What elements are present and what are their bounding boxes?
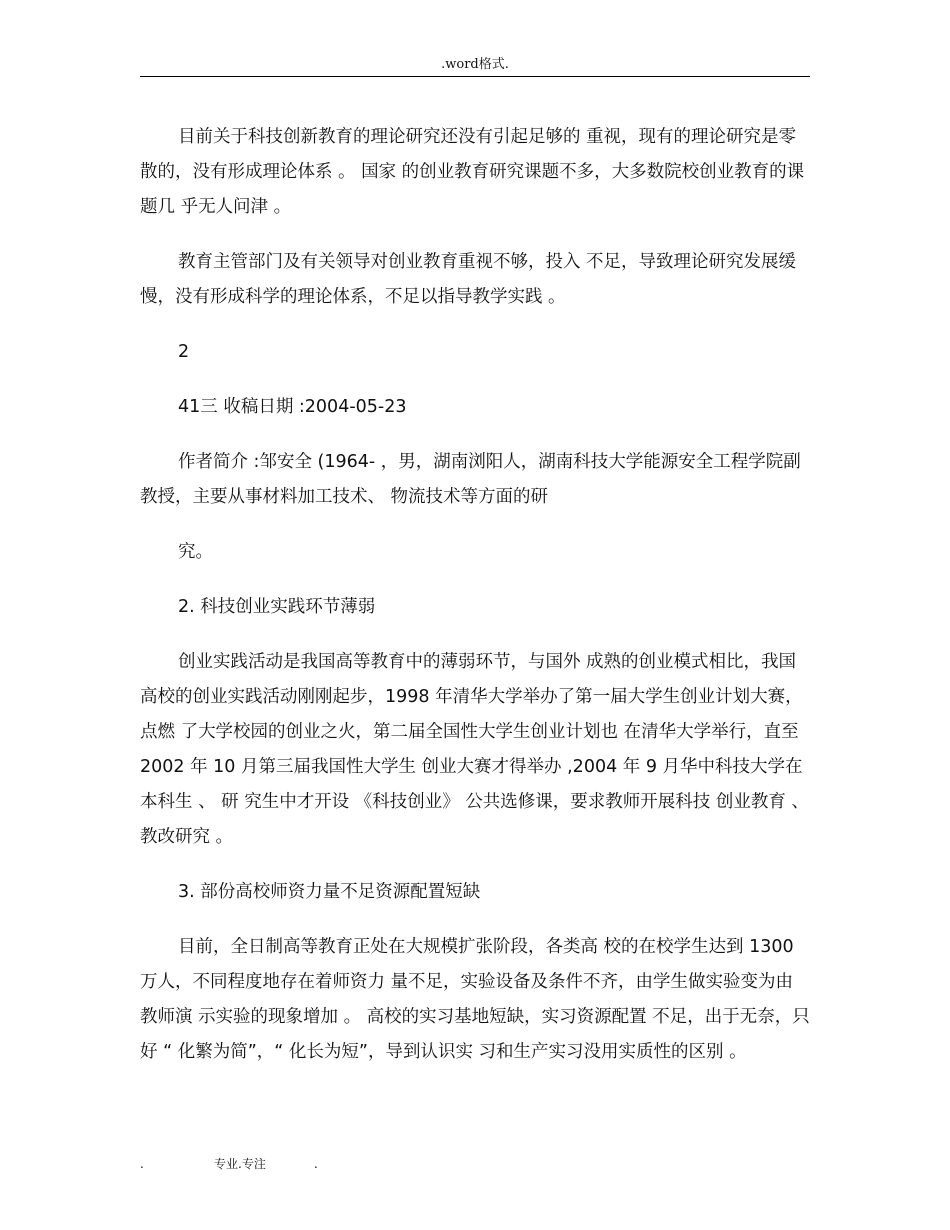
paragraph-investment: 教育主管部门及有关领导对创业教育重视不够，投入 不足，导致理论研究发展缓慢，没有形成科学的理论体系，不足以指导教学实践 。 xyxy=(140,252,797,307)
author-bio-continued: 究。 xyxy=(178,542,213,562)
paragraph-practice: 创业实践活动是我国高等教育中的薄弱环节，与国外 成熟的创业模式相比，我国高校的创业实践活动刚刚起步，1998 年清华大学举办了第一届大学生创业计划大赛，点燃 了大学校园的创业之火，第二届全国性大学生创业计划也 在清华大学举行，直至 2002 年 10 月第三届我国性大学生 创业大赛才得举办 ,2004 年 9 月华中科技大学在本科生 、 研 究生中才开设 《科技创业》 公共选修课，要求教师开展科技 创业教育 、 教改研究 。 xyxy=(140,652,809,847)
paragraph-theory-research: 目前关于科技创新教育的理论研究还没有引起足够的 重视，现有的理论研究是零散的，没有形成理论体系 。 国家 的创业教育研究课题不多，大多数院校创业教育的课题几 乎无人问津 。 xyxy=(140,127,805,217)
section-heading-2: 2. 科技创业实践环节薄弱 xyxy=(178,597,376,617)
paragraph-resources: 目前，全日制高等教育正处在大规模扩张阶段，各类高 校的在校学生达到 1300 万人，不同程度地存在着师资力 量不足，实验设备及条件不齐，由学生做实验变为由教师演 示实验的现象增加 。 高校的实习基地短缺，实习资源配置 不足，出于无奈，只好 “ 化繁为简”，“ 化长为短”，导到认识实 习和生产实习没用实质性的区别 。 xyxy=(140,937,810,1062)
author-bio: 作者简介 :邹安全 (1964- ，男，湖南浏阳人，湖南科技大学能源安全工程学院副教授，主要从事材料加工技术、 物流技术等方面的研 xyxy=(140,452,801,507)
header-rule xyxy=(140,76,810,77)
received-date: 41三 收稿日期 :2004-05-23 xyxy=(178,397,407,417)
footer-dot-left: . xyxy=(140,1157,144,1171)
footer-text: 专业.专注 xyxy=(214,1157,266,1171)
footnote-number: 2 xyxy=(178,342,190,362)
document-body xyxy=(140,120,810,1090)
section-heading-3: 3. 部份高校师资力量不足资源配置短缺 xyxy=(178,882,481,902)
footer-dot-right: . xyxy=(314,1157,318,1171)
page-header: .word格式. xyxy=(441,57,509,72)
